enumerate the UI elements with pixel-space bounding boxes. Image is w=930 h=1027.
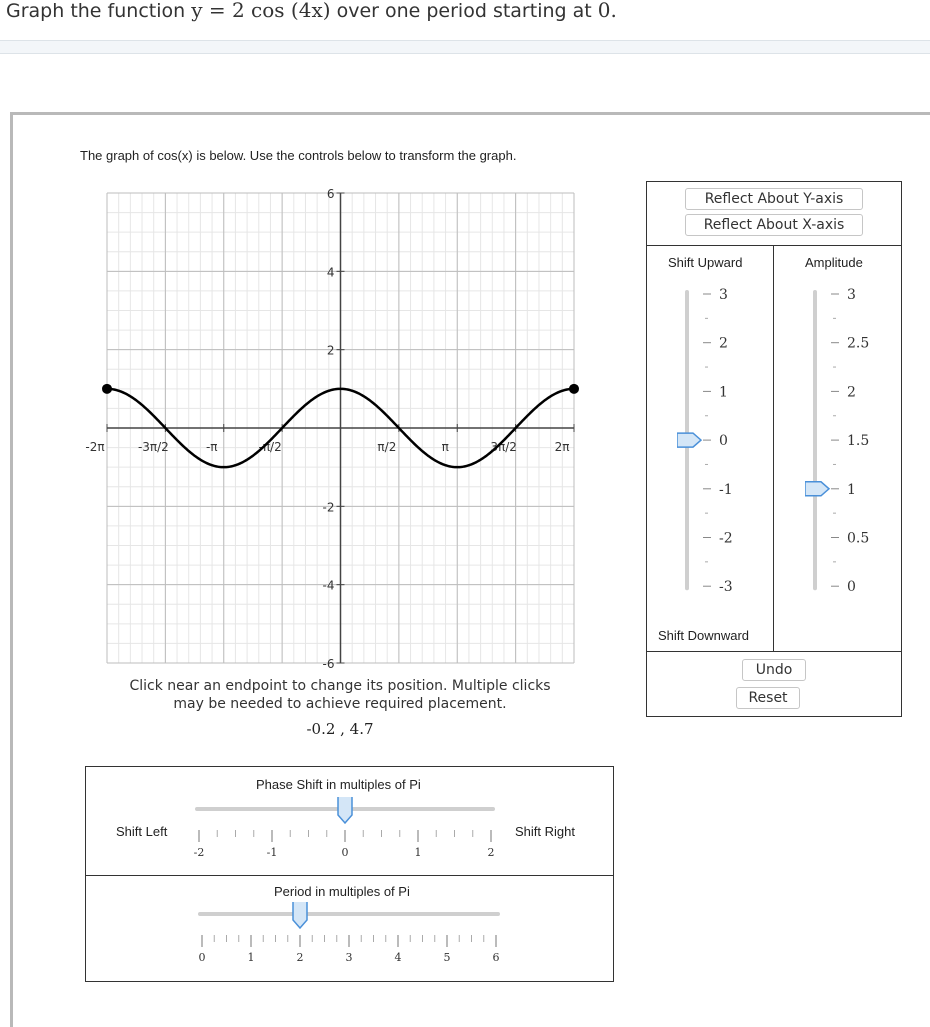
x-tick-label: π: [441, 440, 449, 454]
function-equation: y = 2 cos (4x): [191, 0, 331, 22]
y-tick-label: -4: [322, 578, 335, 593]
endpoint-hint: Click near an endpoint to change its position. Multiple clicks may be needed to achieve required placement.: [129, 678, 551, 712]
divider: [647, 245, 901, 246]
x-tick-label: -2π: [85, 440, 105, 454]
y-tick-label: 2: [326, 343, 335, 358]
slider-tick-label: 4: [394, 951, 402, 964]
amplitude-label: Amplitude: [805, 255, 863, 270]
transform-controls: [646, 181, 902, 717]
shift-downward-label: Shift Downward: [658, 628, 750, 643]
slider-tick-label: 5: [443, 951, 451, 964]
right-endpoint[interactable]: [569, 384, 579, 394]
phase-shift-title: Phase Shift in multiples of Pi: [256, 777, 421, 792]
period-title: Period in multiples of Pi: [274, 884, 410, 899]
reset-button[interactable]: Reset: [736, 687, 800, 709]
slider-tick-label: 1: [847, 481, 856, 498]
x-tick-label: 3π/2: [490, 440, 517, 454]
slider-tick-label: -2: [719, 530, 733, 547]
graph-area[interactable]: [0, 185, 640, 675]
slider-handle[interactable]: [805, 482, 829, 496]
slider-tick-label: 2: [719, 335, 728, 352]
slider-tick-label: 1: [719, 384, 728, 401]
slider-tick-label: -3: [719, 579, 733, 596]
slider-handle[interactable]: [677, 433, 701, 447]
slider-tick-label: 2: [296, 951, 304, 964]
shift-right-label: Shift Right: [515, 824, 575, 839]
x-tick-label: -3π/2: [137, 440, 169, 454]
cursor-coordinates: -0.2 , 4.7: [306, 720, 374, 738]
slider-tick-label: -1: [719, 481, 733, 498]
slider-tick-label: 2.5: [847, 335, 870, 352]
y-tick-label: -2: [322, 500, 335, 515]
slider-tick-label: 1: [247, 951, 255, 964]
slider-tick-label: 1: [414, 846, 422, 859]
slider-tick-label: 2: [847, 384, 856, 401]
slider-tick-label: 0.5: [847, 530, 870, 547]
reflect-x-button[interactable]: Reflect About X-axis: [685, 214, 863, 236]
y-tick-label: -6: [322, 657, 335, 671]
slider-tick-label: 0: [847, 579, 856, 596]
slider-tick-label: 6: [492, 951, 500, 964]
slider-handle[interactable]: [293, 902, 307, 928]
slider-track: [813, 290, 817, 590]
question-text: Graph the function y = 2 cos (4x) over one period starting at 0.: [6, 0, 617, 22]
slider-tick-label: 0: [341, 846, 349, 859]
divider: [773, 246, 774, 651]
x-tick-label: π/2: [377, 440, 397, 454]
x-tick-label: -π/2: [258, 440, 282, 454]
separator-bar: [0, 40, 930, 54]
vertical-shift-slider[interactable]: [677, 282, 757, 602]
slider-tick-label: 3: [345, 951, 353, 964]
slider-tick-label: 3: [847, 287, 856, 303]
slider-tick-label: -1: [266, 846, 278, 859]
divider: [86, 875, 613, 876]
y-tick-label: 6: [326, 187, 335, 201]
slider-tick-label: -2: [193, 846, 205, 859]
undo-button[interactable]: Undo: [742, 659, 806, 681]
left-endpoint[interactable]: [102, 384, 112, 394]
shift-upward-label: Shift Upward: [668, 255, 743, 270]
horizontal-controls: [85, 766, 614, 982]
slider-tick-label: 0: [719, 433, 728, 450]
amplitude-slider[interactable]: [805, 282, 885, 602]
slider-tick-label: 0: [198, 951, 206, 964]
slider-tick-label: 1.5: [847, 433, 870, 450]
x-tick-label: -π: [205, 440, 218, 454]
slider-tick-label: 2: [487, 846, 495, 859]
slider-handle[interactable]: [338, 797, 352, 823]
y-tick-label: 4: [326, 265, 335, 280]
period-slider[interactable]: [186, 902, 506, 972]
x-tick-label: 2π: [554, 440, 570, 454]
slider-track: [198, 912, 500, 916]
shift-left-label: Shift Left: [116, 824, 168, 839]
phase-shift-slider[interactable]: [186, 797, 506, 867]
instructions: The graph of cos(x) is below. Use the controls below to transform the graph.: [80, 148, 517, 163]
slider-tick-label: 3: [719, 287, 728, 303]
reflect-y-button[interactable]: Reflect About Y-axis: [685, 188, 863, 210]
divider: [647, 651, 901, 652]
